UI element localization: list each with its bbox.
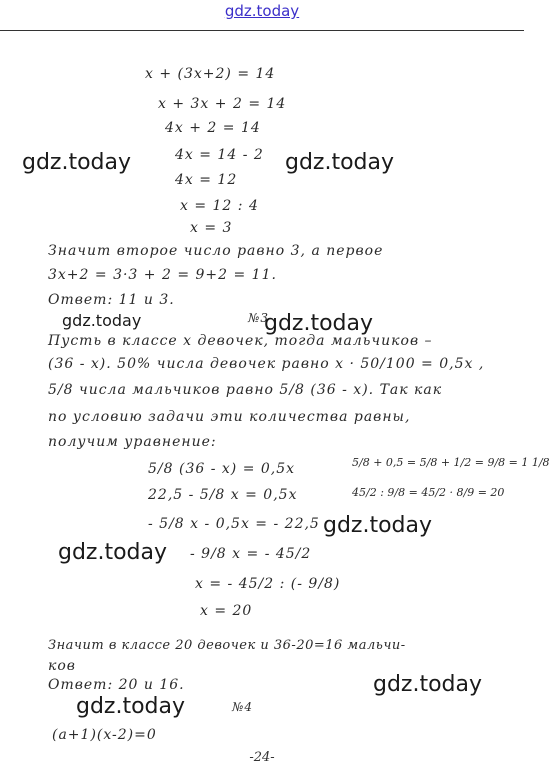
equation-line: 5/8 (36 - x) = 0,5x <box>148 461 296 477</box>
equation-line: x = - 45/2 : (- 9/8) <box>195 576 341 592</box>
equation-line: x + (3x+2) = 14 <box>145 66 276 82</box>
equation-line: x + 3x + 2 = 14 <box>158 96 287 112</box>
header-rule <box>0 30 524 31</box>
equation-line: 4x + 2 = 14 <box>165 120 261 136</box>
watermark: gdz.today <box>58 540 168 565</box>
page-number: -24- <box>249 750 275 765</box>
equation-line: x = 20 <box>200 603 253 619</box>
text-line: 3x+2 = 3·3 + 2 = 9+2 = 11. <box>48 267 277 283</box>
text-line: Значит в классе 20 девочек и 36-20=16 мальчи- <box>48 638 406 653</box>
problem-number: №4 <box>232 700 253 714</box>
side-calculation: 45/2 : 9/8 = 45/2 · 8/9 = 20 <box>352 486 505 499</box>
problem-number: №3 <box>248 311 269 325</box>
watermark: gdz.today <box>22 150 132 175</box>
watermark: gdz.today <box>264 311 374 336</box>
answer-line: Ответ: 20 и 16. <box>48 677 185 693</box>
watermark: gdz.today <box>285 150 395 175</box>
text-line: по условию задачи эти количества равны, <box>48 409 411 425</box>
equation-line: - 5/8 x - 0,5x = - 22,5 <box>148 516 320 532</box>
answer-line: Ответ: 11 и 3. <box>48 292 175 308</box>
watermark: gdz.today <box>62 311 142 330</box>
watermark: gdz.today <box>373 672 483 697</box>
text-line: ков <box>48 658 76 674</box>
text-line: (36 - x). 50% числа девочек равно x · 50/100 = 0,5x , <box>48 356 485 372</box>
text-line: Пусть в классе x девочек, тогда мальчиков – <box>48 333 433 349</box>
site-header: gdz.today <box>224 2 300 20</box>
equation-line: 4x = 14 - 2 <box>175 147 264 163</box>
equation-line: x = 12 : 4 <box>180 198 259 214</box>
equation-line: 22,5 - 5/8 x = 0,5x <box>148 487 298 503</box>
watermark: gdz.today <box>323 513 433 538</box>
watermark: gdz.today <box>76 694 186 719</box>
text-line: получим уравнение: <box>48 434 217 450</box>
equation-line: x = 3 <box>190 220 233 236</box>
text-line: Значит второе число равно 3, а первое <box>48 243 384 259</box>
side-calculation: 5/8 + 0,5 = 5/8 + 1/2 = 9/8 = 1 1/8 <box>352 456 550 469</box>
equation-line: 4x = 12 <box>175 172 238 188</box>
text-line: 5/8 числа мальчиков равно 5/8 (36 - x). Так как <box>48 382 443 398</box>
equation-line: - 9/8 x = - 45/2 <box>190 546 312 562</box>
equation-line: (a+1)(x-2)=0 <box>52 727 157 743</box>
